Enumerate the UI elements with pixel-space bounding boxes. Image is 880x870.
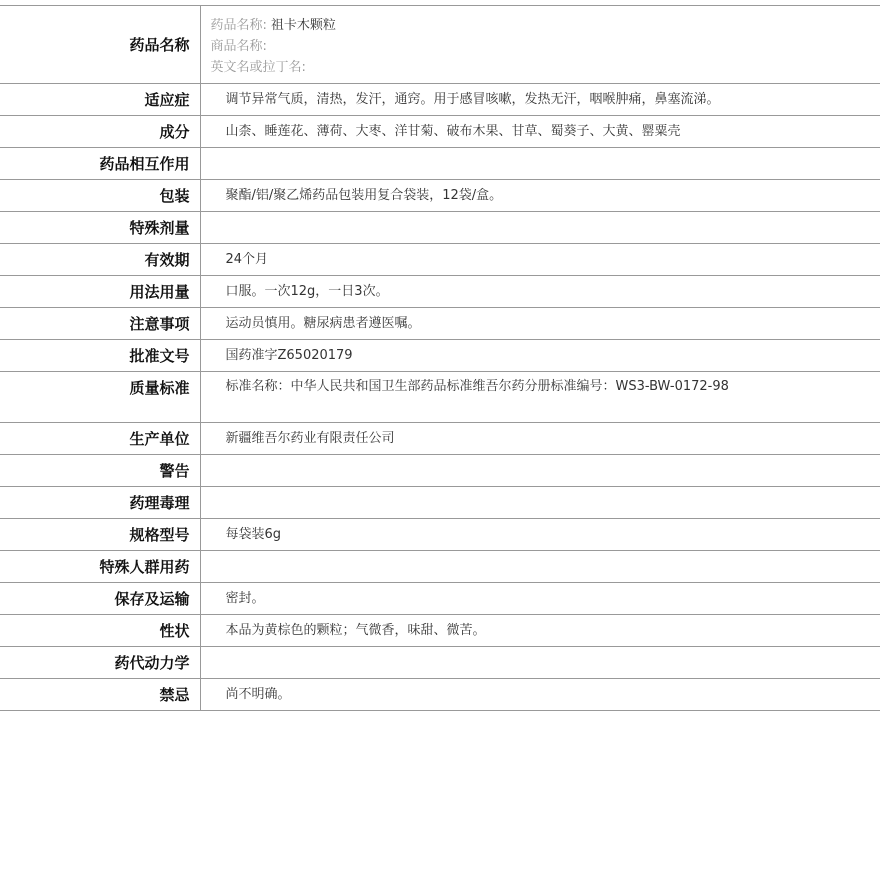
special-dosage-value-cell [200, 212, 880, 244]
usage-value-cell [200, 276, 880, 308]
english-name-line [211, 57, 880, 78]
pharmacokinetics-label: 药代动力学 [0, 647, 200, 679]
interactions-label: 药品相互作用 [0, 148, 200, 180]
special-populations-value-cell [200, 551, 880, 583]
approval-number-value: 国药准字Z65020179 [225, 348, 353, 363]
quality-standard-value-cell [200, 372, 880, 423]
contraindications-row [0, 679, 880, 711]
manufacturer-value: 新疆维吾尔药业有限责任公司 [225, 431, 395, 446]
generic-name-line [211, 15, 880, 36]
shelf-life-value: 24个月 [225, 252, 269, 267]
contraindications-label: 禁忌 [0, 679, 200, 711]
manufacturer-value-cell [200, 423, 880, 455]
precautions-value: 运动员慎用。糖尿病患者遵医嘱。 [225, 316, 421, 331]
drug-info-table [0, 5, 880, 711]
packaging-value-cell [200, 180, 880, 212]
english-name-label: 英文名或拉丁名: [210, 60, 306, 75]
approval-number-label: 批准文号 [0, 340, 200, 372]
usage-row [0, 276, 880, 308]
storage-transport-row [0, 583, 880, 615]
specification-label: 规格型号 [0, 519, 200, 551]
approval-number-row [0, 340, 880, 372]
manufacturer-label: 生产单位 [0, 423, 200, 455]
packaging-label: 包装 [0, 180, 200, 212]
usage-label: 用法用量 [0, 276, 200, 308]
quality-standard-row [0, 372, 880, 423]
special-dosage-label: 特殊剂量 [0, 212, 200, 244]
pharmacology-toxicology-value-cell [200, 487, 880, 519]
precautions-row [0, 308, 880, 340]
pharmacology-toxicology-label: 药理毒理 [0, 487, 200, 519]
warnings-row [0, 455, 880, 487]
manufacturer-row [0, 423, 880, 455]
description-value-cell [200, 615, 880, 647]
warnings-value-cell [200, 455, 880, 487]
special-populations-row [0, 551, 880, 583]
shelf-life-row [0, 244, 880, 276]
pharmacology-toxicology-row [0, 487, 880, 519]
special-dosage-row [0, 212, 880, 244]
indications-value: 调节异常气质，清热，发汗，通窍。用于感冒咳嗽，发热无汗，咽喉肿痛，鼻塞流涕。 [225, 92, 720, 107]
packaging-value: 聚酯/铝/聚乙烯药品包装用复合袋装，12袋/盒。 [225, 188, 503, 203]
quality-standard-label: 质量标准 [0, 372, 200, 423]
usage-value: 口服。一次12g，一日3次。 [225, 284, 389, 299]
contraindications-value-cell [200, 679, 880, 711]
pharmacokinetics-row [0, 647, 880, 679]
indications-value-cell [200, 84, 880, 116]
shelf-life-value-cell [200, 244, 880, 276]
shelf-life-label: 有效期 [0, 244, 200, 276]
specification-row [0, 519, 880, 551]
description-label: 性状 [0, 615, 200, 647]
indications-label: 适应症 [0, 84, 200, 116]
interactions-value-cell [200, 148, 880, 180]
indications-row [0, 84, 880, 116]
storage-transport-label: 保存及运输 [0, 583, 200, 615]
packaging-row [0, 180, 880, 212]
storage-transport-value: 密封。 [225, 591, 265, 606]
ingredients-label: 成分 [0, 116, 200, 148]
ingredients-value: 山柰、睡莲花、薄荷、大枣、洋甘菊、破布木果、甘草、蜀葵子、大黄、罂粟壳 [225, 124, 681, 139]
approval-number-value-cell [200, 340, 880, 372]
generic-name-label: 药品名称: [210, 18, 267, 33]
drug-name-values [200, 6, 880, 84]
generic-name-value: 祖卡木颗粒 [270, 18, 336, 33]
trade-name-label: 商品名称: [210, 39, 267, 54]
pharmacokinetics-value-cell [200, 647, 880, 679]
quality-standard-value: 标准名称：中华人民共和国卫生部药品标准维吾尔药分册标准编号：WS3-BW-0172-98 [225, 379, 729, 394]
specification-value-cell [200, 519, 880, 551]
contraindications-value: 尚不明确。 [225, 687, 291, 702]
description-value: 本品为黄棕色的颗粒；气微香，味甜、微苦。 [225, 623, 486, 638]
special-populations-label: 特殊人群用药 [0, 551, 200, 583]
specification-value: 每袋装6g [225, 527, 282, 542]
drug-name-row [0, 6, 880, 84]
trade-name-line [211, 36, 880, 57]
ingredients-row [0, 116, 880, 148]
precautions-label: 注意事项 [0, 308, 200, 340]
ingredients-value-cell [200, 116, 880, 148]
precautions-value-cell [200, 308, 880, 340]
storage-transport-value-cell [200, 583, 880, 615]
interactions-row [0, 148, 880, 180]
description-row [0, 615, 880, 647]
warnings-label: 警告 [0, 455, 200, 487]
drug-name-label: 药品名称 [0, 6, 200, 84]
